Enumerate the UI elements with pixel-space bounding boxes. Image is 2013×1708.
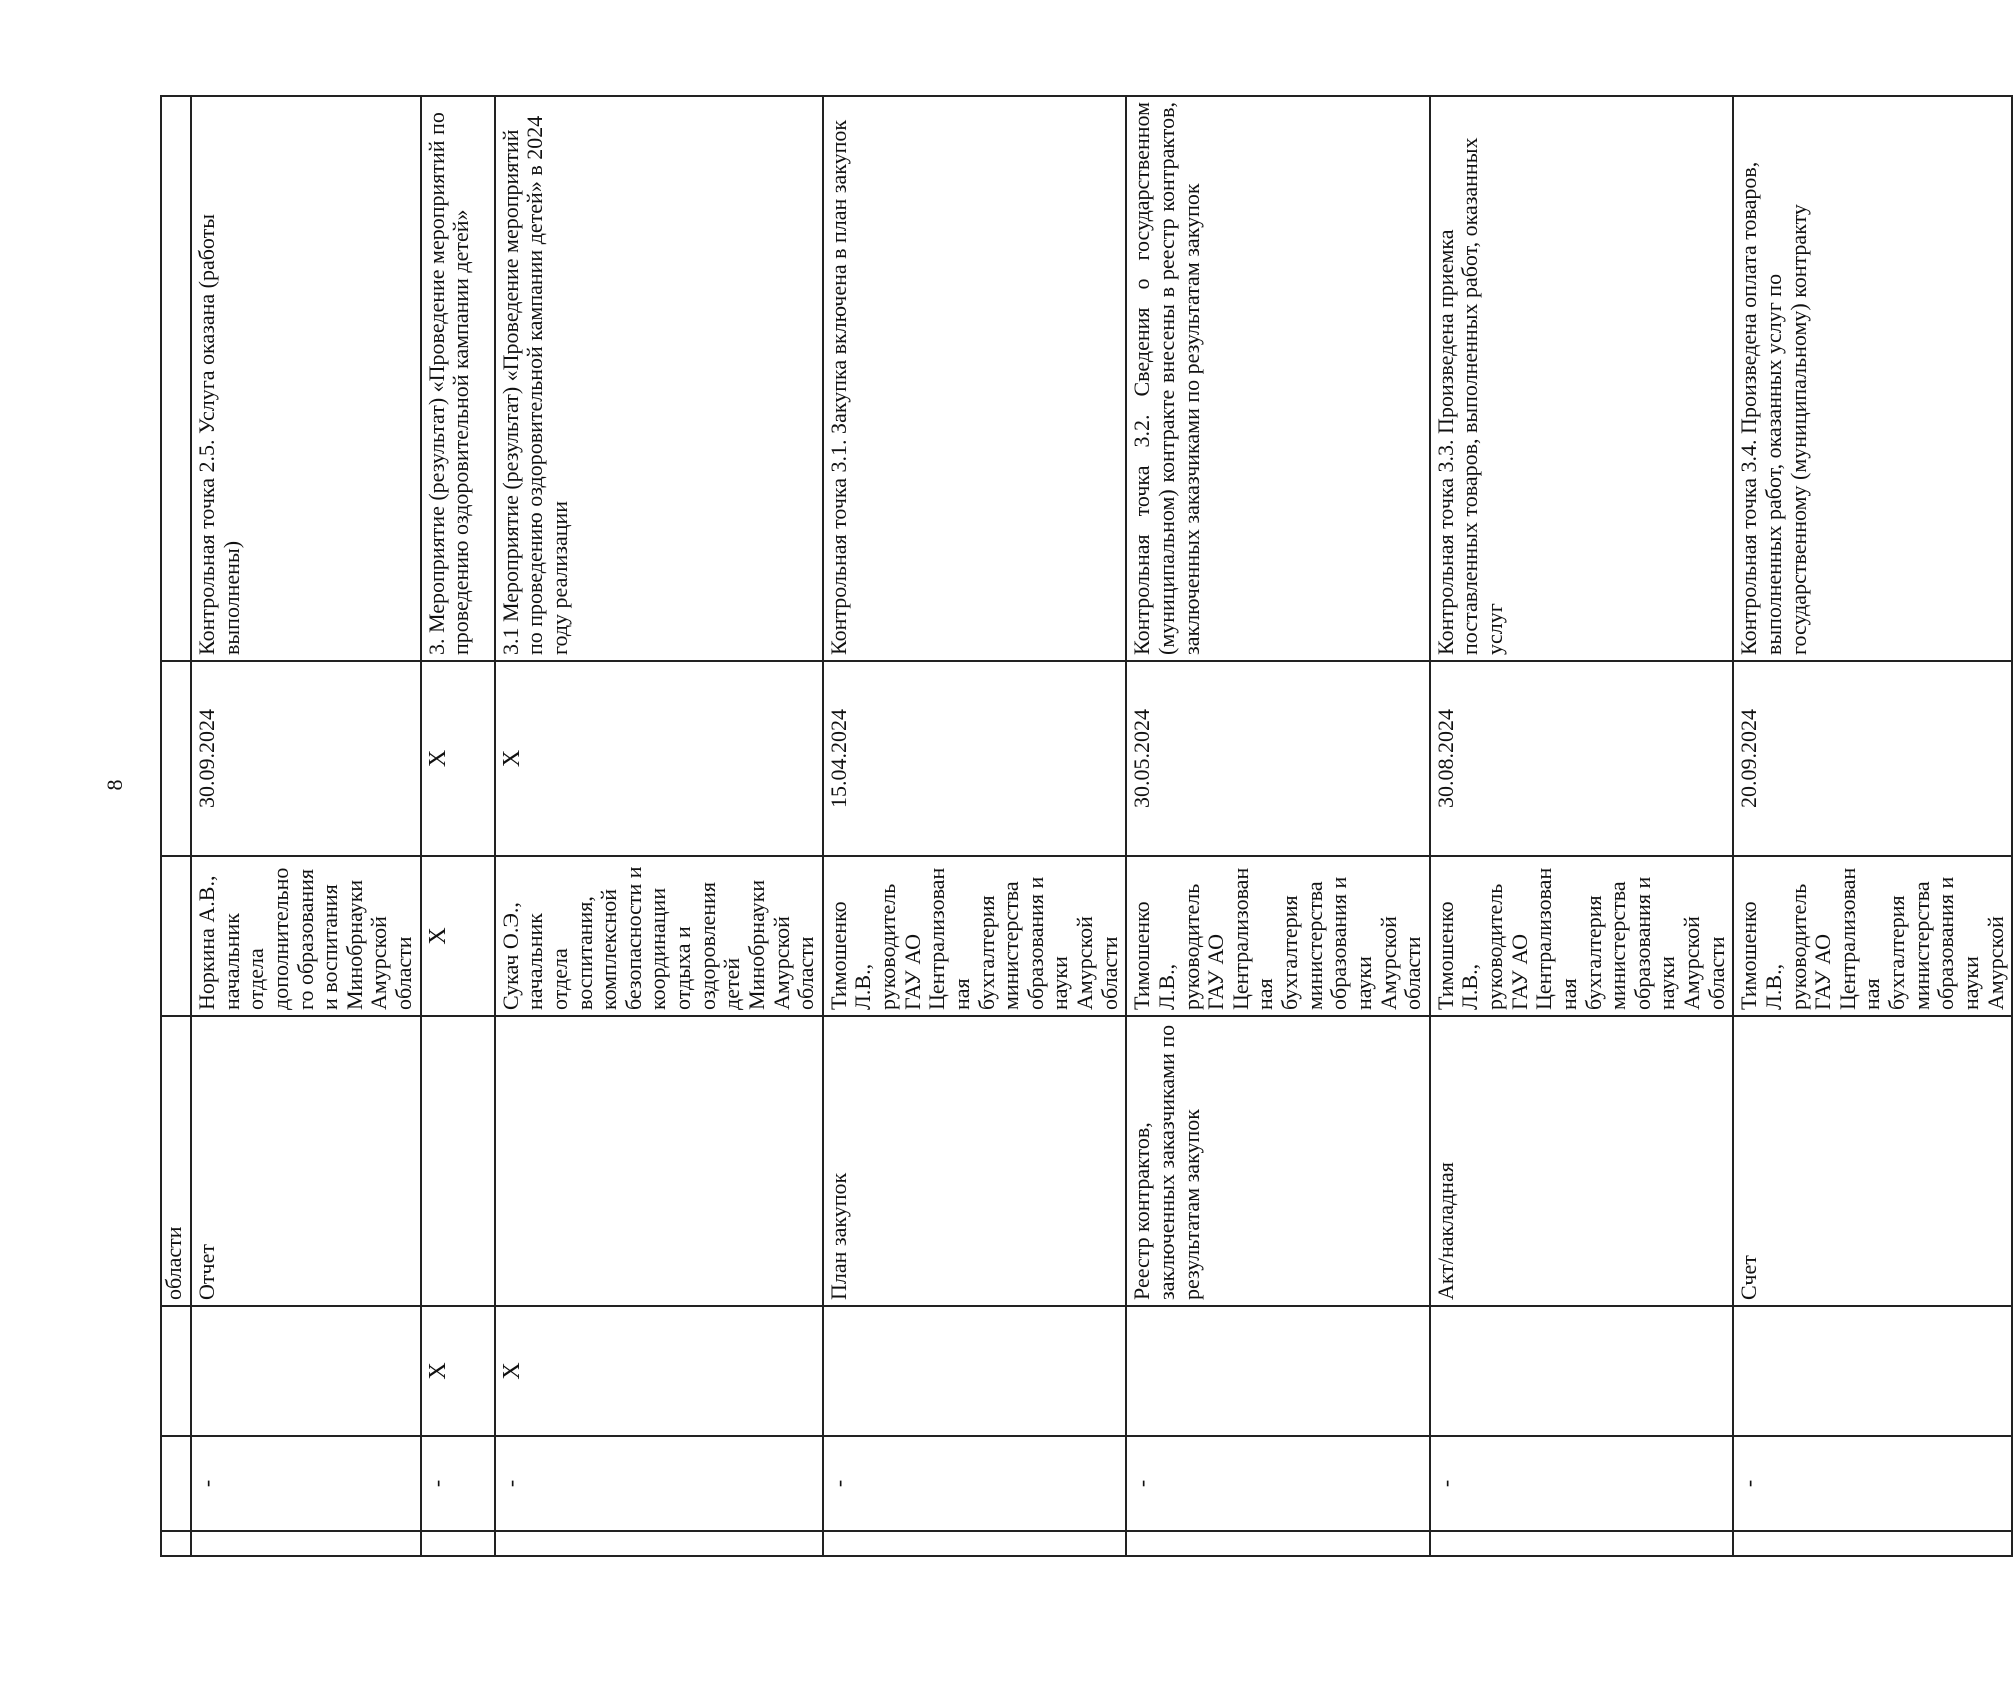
rotated-table-wrapper (160, 97, 2008, 1557)
table-cell-date: 30.05.2024 (1126, 661, 1430, 856)
table-cell (823, 1531, 1127, 1556)
table-cell-responsible: Тимошенко Л.В., руководитель ГАУ АО Централизованная бухгалтерия министерства образования и науки Амурской области (1430, 856, 1734, 1016)
table-cell-dash: - (191, 1436, 421, 1531)
table-row (1126, 96, 1430, 1556)
table-cell-date: 30.09.2024 (191, 661, 421, 856)
table-cell-dash: - (421, 1436, 495, 1531)
table-cell (161, 1436, 191, 1531)
page-number: 8 (102, 779, 127, 791)
table-cell-info: X (421, 1306, 495, 1436)
table-cell (161, 96, 191, 661)
table-cell-document (421, 1016, 495, 1306)
table-cell-document (495, 1016, 823, 1306)
table-cell-name: Контрольная точка 3.1. Закупка включена в план закупок (823, 96, 1127, 661)
table-cell-document: План закупок (823, 1016, 1127, 1306)
table-cell (1126, 1531, 1430, 1556)
table-cell (161, 1531, 191, 1556)
table-cell-name: 3. Мероприятие (результат) «Проведение мероприятий по проведению оздоровительной кампании детей» (421, 96, 495, 661)
table-cell-date: 30.08.2024 (1430, 661, 1734, 856)
table-cell-document: Счет (1733, 1016, 2012, 1306)
table-row (495, 96, 823, 1556)
table-cell-responsible: Сукач О.Э., начальник отдела воспитания, комплексной безопасности и координации отдыха и оздоровления детей Минобрнауки Амурской области (495, 856, 823, 1016)
table-cell-date: 15.04.2024 (823, 661, 1127, 856)
table-cell-info (191, 1306, 421, 1436)
table-cell-document: Акт/накладная (1430, 1016, 1734, 1306)
table-cell-name: Контрольная точка 3.2. Сведения о государственном (муниципальном) контракте внесены в реестр контрактов, заключенных заказчиками по результатам закупок (1126, 96, 1430, 661)
table-row (1430, 96, 1734, 1556)
table-row (823, 96, 1127, 1556)
table-cell-document: Отчет (191, 1016, 421, 1306)
table-cell-info (1430, 1306, 1734, 1436)
table-cell-info (1733, 1306, 2012, 1436)
table-cell-name: Контрольная точка 2.5. Услуга оказана (работы выполнены) (191, 96, 421, 661)
table-cell-dash: - (495, 1436, 823, 1531)
table-cell (1733, 1531, 2012, 1556)
table-cell (161, 1306, 191, 1436)
table-row-continuation (161, 96, 191, 1556)
table-cell-date: X (495, 661, 823, 856)
table-cell (161, 661, 191, 856)
table-cell-dash: - (1733, 1436, 2012, 1531)
table-cell-info: X (495, 1306, 823, 1436)
table-cell-info (823, 1306, 1127, 1436)
table-cell (161, 856, 191, 1016)
table-cell-responsible: Тимошенко Л.В., руководитель ГАУ АО Централизованная бухгалтерия министерства образования и науки Амурской области (1126, 856, 1430, 1016)
table-cell-responsible: Норкина А.В., начальник отдела дополнительного образования и воспитания Минобрнауки Амурской области (191, 856, 421, 1016)
table-cell-date: 20.09.2024 (1733, 661, 2012, 856)
table-cell-info (1126, 1306, 1430, 1436)
table-cell (421, 1531, 495, 1556)
table-row (1733, 96, 2012, 1556)
plan-table (160, 95, 2013, 1557)
table-cell-dash: - (1430, 1436, 1734, 1531)
table-cell-responsible: Тимошенко Л.В., руководитель ГАУ АО Централизованная бухгалтерия министерства образования и науки Амурской области (823, 856, 1127, 1016)
table-row (421, 96, 495, 1556)
table-cell-responsible: области (161, 1016, 191, 1306)
table-cell (495, 1531, 823, 1556)
table-cell-date: X (421, 661, 495, 856)
table-cell-name: Контрольная точка 3.3. Произведена приемка поставленных товаров, выполненных работ, оказанных услуг (1430, 96, 1734, 661)
table-cell-dash: - (1126, 1436, 1430, 1531)
table-cell-name: Контрольная точка 3.4. Произведена оплата товаров, выполненных работ, оказанных услуг по государственному (муниципальному) контракту (1733, 96, 2012, 661)
table-cell-responsible: X (421, 856, 495, 1016)
table-cell-name: 3.1 Мероприятие (результат) «Проведение мероприятий по проведению оздоровительной кампании детей» в 2024 году реализации (495, 96, 823, 661)
table-cell-responsible: Тимошенко Л.В., руководитель ГАУ АО Централизованная бухгалтерия министерства образования и науки Амурской (1733, 856, 2012, 1016)
table-cell-dash: - (823, 1436, 1127, 1531)
table-cell (1430, 1531, 1734, 1556)
table-cell-document: Реестр контрактов, заключенных заказчиками по результатам закупок (1126, 1016, 1430, 1306)
table-row (191, 96, 421, 1556)
table-cell (191, 1531, 421, 1556)
